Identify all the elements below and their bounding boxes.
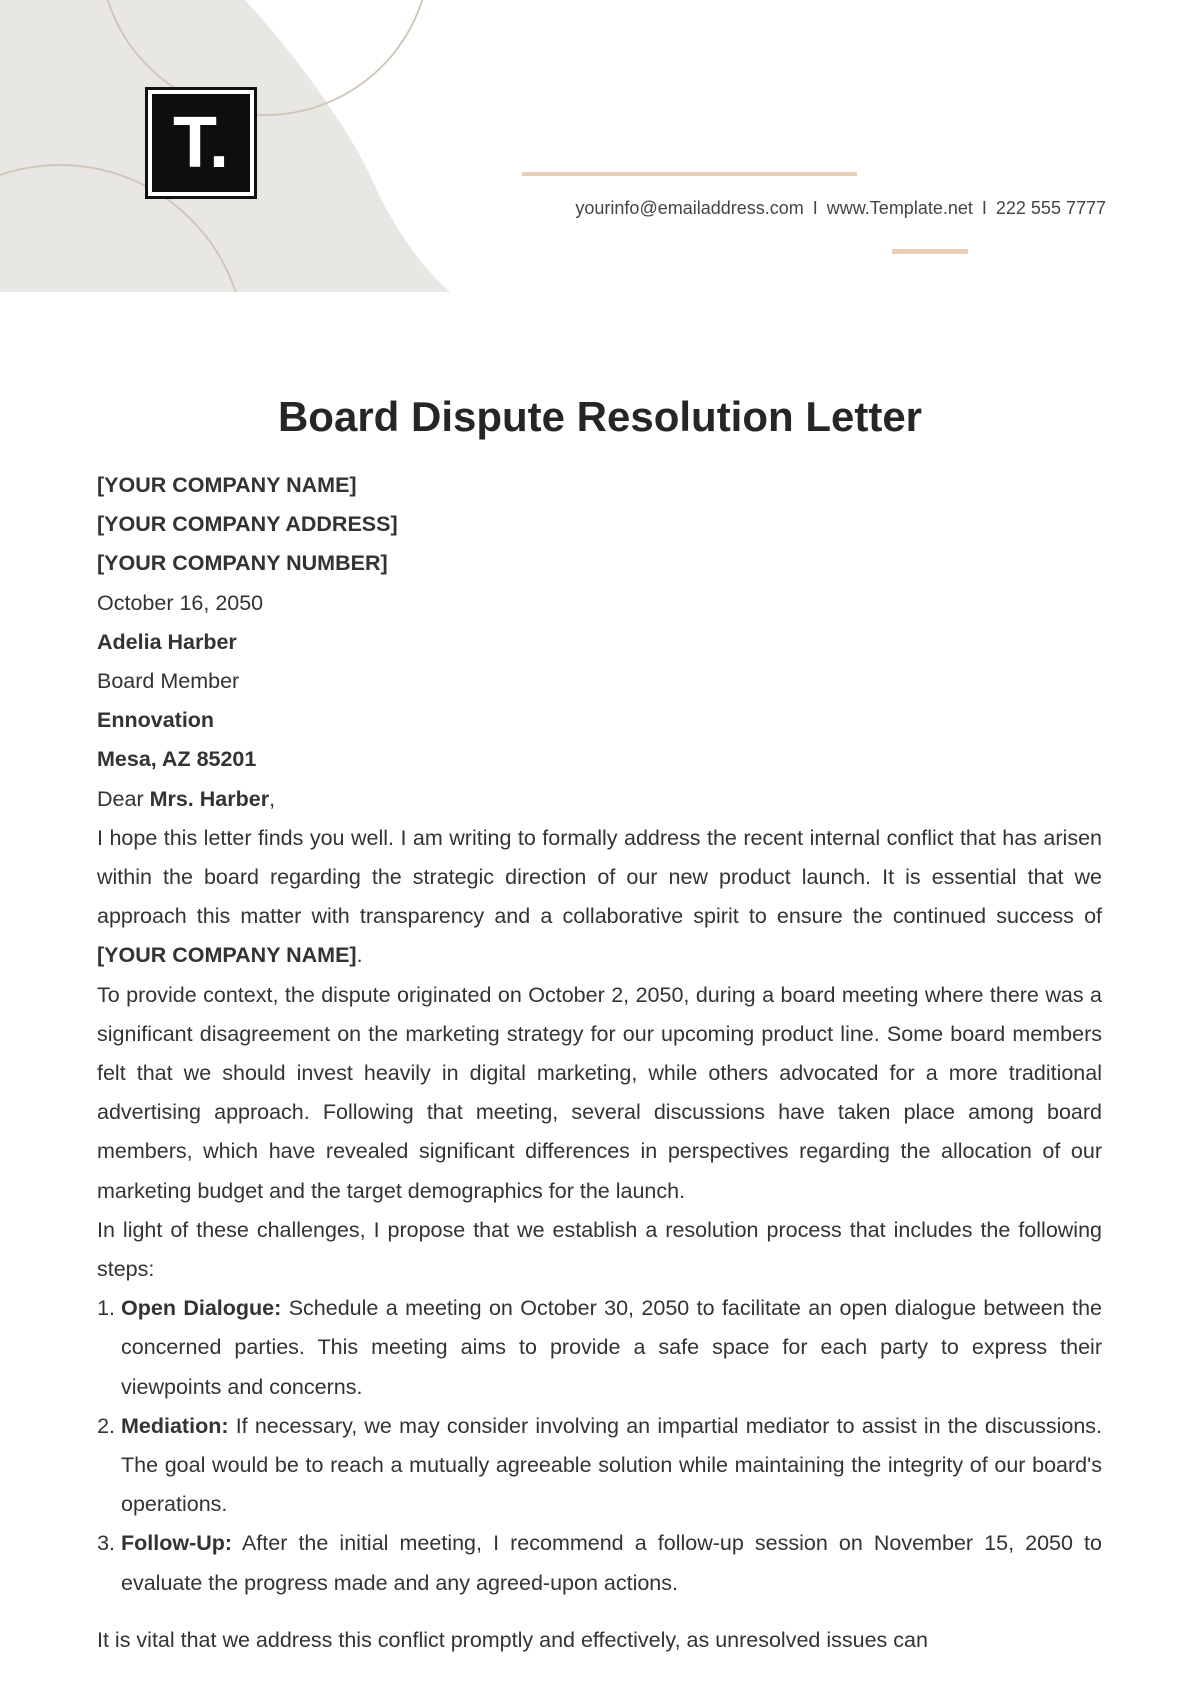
document-title: Board Dispute Resolution Letter [277, 393, 923, 440]
paragraph-closing: It is vital that we address this conflict promptly and effectively, as unresolved issues can [97, 1627, 928, 1652]
company-logo [145, 87, 257, 199]
contact-phone: 222 555 7777 [995, 198, 1106, 218]
recipient-company: Ennovation [97, 708, 215, 733]
step-text: After the initial meeting, I recommend a follow-up session on November 15, 2050 to evaluate the progress made and any agreed-upon actions. [121, 1531, 1102, 1595]
contact-info [480, 198, 1106, 219]
accent-line-bottom [892, 249, 968, 254]
salutation-prefix: Dear [97, 786, 150, 811]
paragraph-context: To provide context, the dispute originated on October 2, 2050, during a board meeting where there was a significant disagreement on the marketing strategy for our upcoming product line. Some board members felt that we should invest heavily in digital marketing, while others advocated for a more traditional advertising approach. Following that meeting, several discussions have taken place among board members, which have revealed significant differences in perspectives regarding the allocation of our marketing budget and the target demographics for the launch. [97, 982, 1102, 1203]
list-item [121, 1407, 1102, 1525]
logo-letter: T. [152, 94, 250, 192]
paragraph-proposal: In light of these challenges, I propose that we establish a resolution process that includes the following steps: [97, 1217, 1102, 1282]
resolution-steps-list [97, 1289, 1102, 1603]
paragraph-intro [97, 819, 1102, 976]
recipient-title: Board Member [97, 669, 240, 694]
letterhead [0, 0, 1200, 292]
paragraph-intro-end: . [356, 943, 363, 968]
paragraph-intro-text: I hope this letter finds you well. I am writing to formally address the recent internal conflict that has arisen within the board regarding the strategic direction of our new product launch. It is essential that we approach this matter with transparency and a collaborative spirit to ensure the continued success of [97, 825, 1102, 929]
contact-separator: I [981, 198, 987, 218]
list-item [121, 1524, 1102, 1602]
recipient-name: Adelia Harber [97, 629, 237, 654]
contact-email: yourinfo@emailaddress.com [575, 198, 804, 218]
accent-line-top [522, 172, 857, 176]
step-text: If necessary, we may consider involving an impartial mediator to assist in the discussions. The goal would be to reach a mutually agreeable solution while maintaining the integrity of our board's operations. [121, 1413, 1102, 1517]
paragraph-intro-company: [YOUR COMPANY NAME] [97, 943, 357, 968]
sender-company-number: [YOUR COMPANY NUMBER] [97, 551, 388, 576]
sender-company-name: [YOUR COMPANY NAME] [97, 473, 357, 497]
salutation [97, 780, 1102, 819]
letter-date: October 16, 2050 [97, 590, 264, 615]
sender-company-address: [YOUR COMPANY ADDRESS] [97, 512, 398, 537]
list-item [121, 1289, 1102, 1407]
step-label: Follow-Up: [121, 1531, 233, 1556]
step-text: Schedule a meeting on October 30, 2050 to facilitate an open dialogue between the concerned parties. This meeting aims to provide a safe space for each party to express their viewpoints and concerns. [121, 1296, 1102, 1399]
letter-body [97, 466, 1102, 1660]
step-label: Mediation: [121, 1413, 229, 1438]
contact-separator: I [812, 198, 818, 218]
step-label: Open Dialogue: [121, 1296, 282, 1321]
salutation-suffix: , [269, 786, 276, 811]
recipient-city: Mesa, AZ 85201 [97, 747, 257, 772]
contact-website: www.Template.net [826, 198, 973, 218]
salutation-name: Mrs. Harber [149, 786, 270, 811]
